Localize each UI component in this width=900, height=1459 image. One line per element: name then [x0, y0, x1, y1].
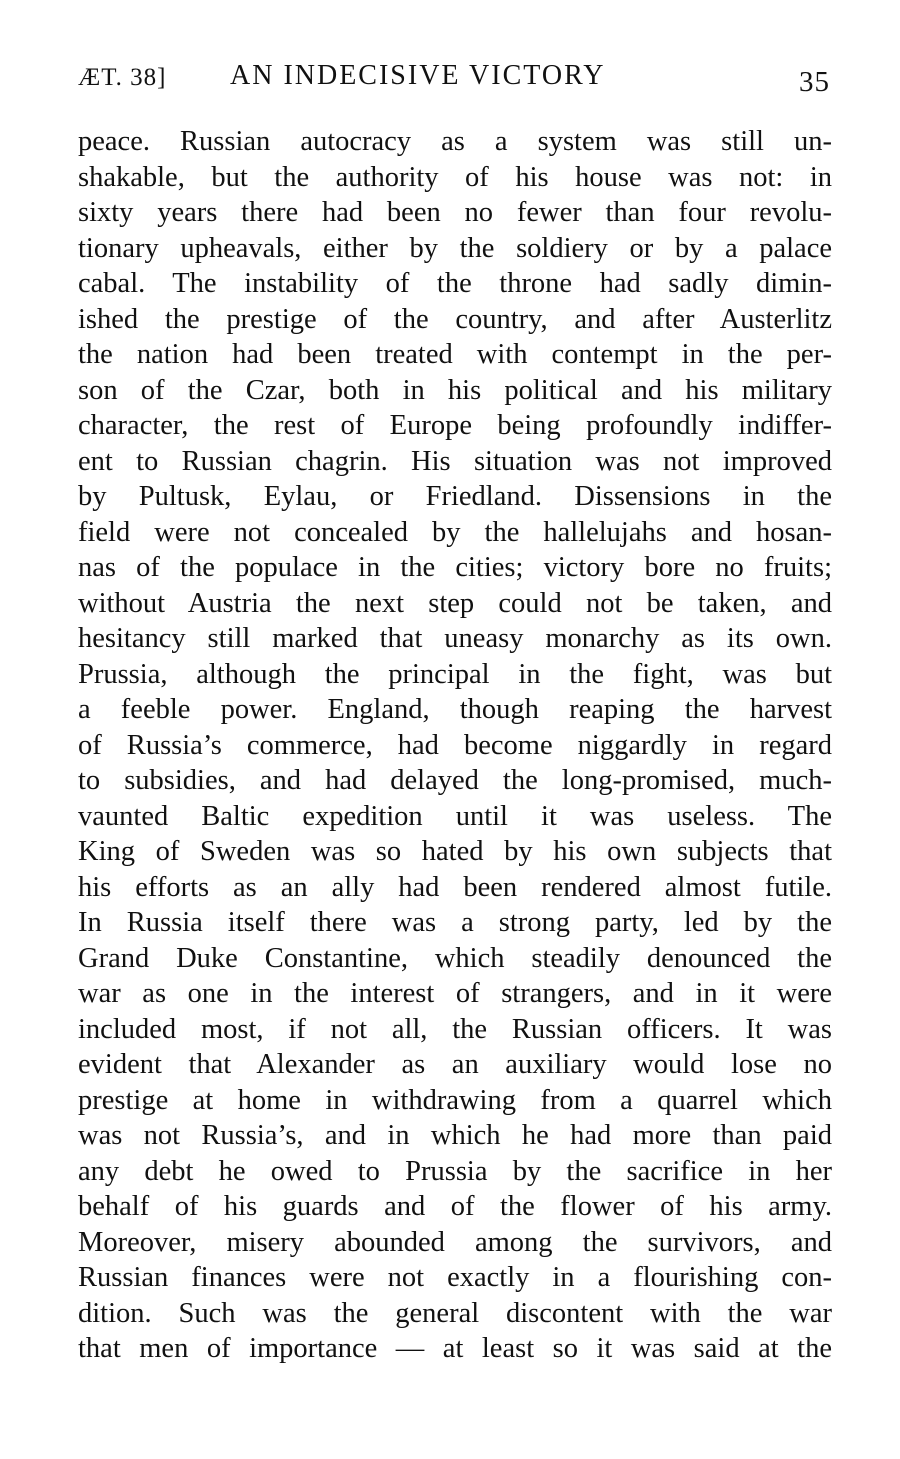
text-line: vaunted Baltic expedition until it was useless. The [78, 800, 832, 832]
running-head-title: AN INDECISIVE VICTORY [230, 60, 606, 91]
text-line: evident that Alexander as an auxiliary would lose no [78, 1049, 832, 1080]
text-line: Prussia, although the principal in the fight, was but [78, 658, 832, 690]
text-line: without Austria the next step could not be taken, and [78, 587, 832, 619]
text-line: son of the Czar, both in his political and his military [78, 374, 832, 406]
text-line: any debt he owed to Prussia by the sacrifice in her [78, 1155, 832, 1187]
text-line: war as one in the interest of strangers, and in it were [78, 978, 832, 1009]
text-line: Moreover, misery abounded among the survivors, and [78, 1226, 832, 1258]
body-text [78, 124, 832, 1367]
text-line: that men of importance — at least so it was said at the [78, 1333, 832, 1364]
text-line: Russian finances were not exactly in a flourishing con- [78, 1262, 832, 1293]
text-line: was not Russia’s, and in which he had more than paid [78, 1120, 832, 1151]
running-head-age: ÆT. 38] [78, 64, 167, 91]
text-line: dition. Such was the general discontent with the war [78, 1297, 832, 1329]
text-line: Grand Duke Constantine, which steadily denounced the [78, 942, 832, 974]
page-number: 35 [799, 66, 830, 98]
text-line: prestige at home in withdrawing from a quarrel which [78, 1084, 832, 1116]
text-line: ished the prestige of the country, and after Austerlitz [78, 303, 832, 335]
text-line: field were not concealed by the hallelujahs and hosan- [78, 516, 832, 548]
text-line: cabal. The instability of the throne had sadly dimin- [78, 268, 832, 299]
text-line: shakable, but the authority of his house was not: in [78, 161, 832, 193]
text-line: his efforts as an ally had been rendered almost futile. [78, 871, 832, 903]
text-line: the nation had been treated with contempt in the per- [78, 339, 832, 370]
text-line: by Pultusk, Eylau, or Friedland. Dissensions in the [78, 481, 832, 512]
text-line: hesitancy still marked that uneasy monarchy as its own. [78, 623, 832, 654]
text-line: In Russia itself there was a strong party, led by the [78, 907, 832, 938]
text-line: behalf of his guards and of the flower of his army. [78, 1191, 832, 1222]
text-line: ent to Russian chagrin. His situation was not improved [78, 445, 832, 477]
text-line: of Russia’s commerce, had become niggardly in regard [78, 729, 832, 761]
running-head [78, 58, 830, 108]
text-line: to subsidies, and had delayed the long-promised, much- [78, 765, 832, 796]
text-line: tionary upheavals, either by the soldiery or by a palace [78, 232, 832, 264]
text-line: included most, if not all, the Russian officers. It was [78, 1013, 832, 1045]
text-line: peace. Russian autocracy as a system was still un- [78, 126, 832, 157]
text-line: sixty years there had been no fewer than four revolu- [78, 197, 832, 228]
text-line: character, the rest of Europe being profoundly indiffer- [78, 410, 832, 441]
text-line: King of Sweden was so hated by his own subjects that [78, 836, 832, 867]
text-line: a feeble power. England, though reaping the harvest [78, 694, 832, 725]
text-line: nas of the populace in the cities; victory bore no fruits; [78, 552, 832, 583]
